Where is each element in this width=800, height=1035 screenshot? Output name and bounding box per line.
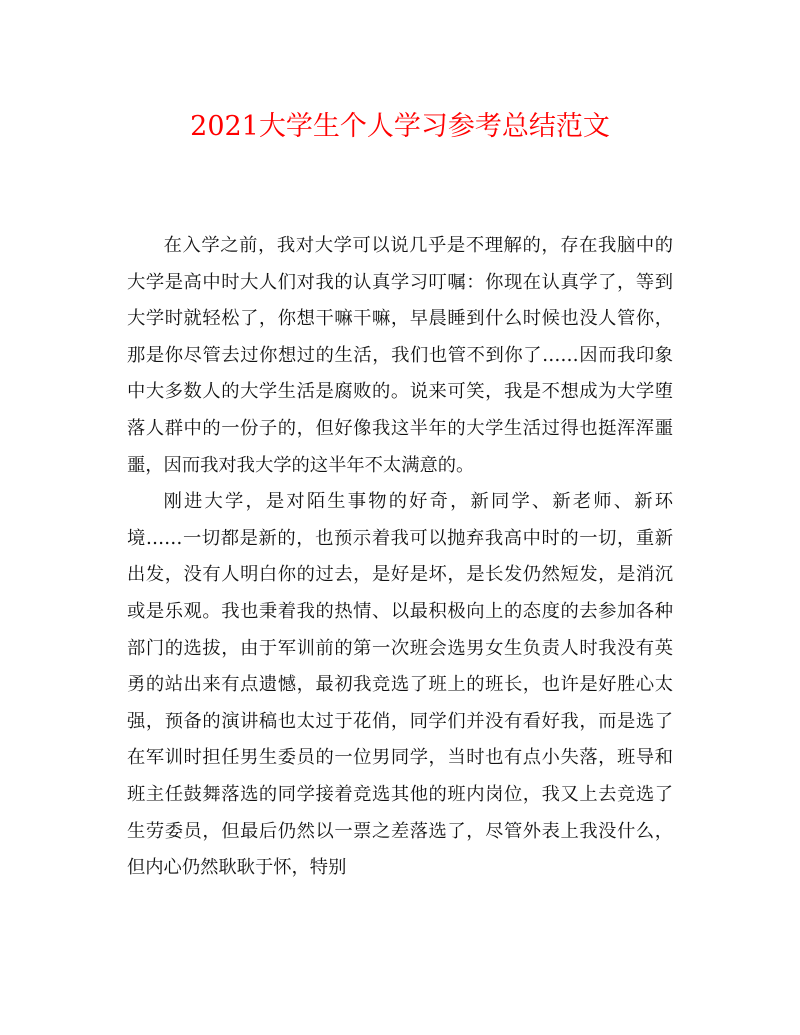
paragraph-1: 在入学之前，我对大学可以说几乎是不理解的，存在我脑中的大学是高中时大人们对我的认真学习叮嘱：你现在认真学了，等到大学时就轻松了，你想干嘛干嘛，早晨睡到什么时候也没人管你，那是你尽管去过你想过的生活，我们也管不到你了……因而我印象中大多数人的大学生活是腐败的。说来可笑，我是不想成为大学堕落人群中的一份子的，但好像我这半年的大学生活过得也挺浑浑噩噩，因而我对我大学的这半年不太满意的。 <box>127 235 673 476</box>
paragraph-2: 刚进大学，是对陌生事物的好奇，新同学、新老师、新环境……一切都是新的，也预示着我可以抛弃我高中时的一切，重新出发，没有人明白你的过去，是好是坏，是长发仍然短发，是消沉或是乐观。我也秉着我的热情、以最积极向上的态度的去参加各种部门的选拔，由于军训前的第一次班会选男女生负责人时我没有英勇的站出来有点遗憾，最初我竞选了班上的班长，也许是好胜心太强，预备的演讲稿也太过于花俏，同学们并没有看好我，而是选了在军训时担任男生委员的一位男同学，当时也有点小失落，班导和班主任鼓舞落选的同学接着竞选其他的班内岗位，我又上去竞选了生劳委员，但最后仍然以一票之差落选了，尽管外表上我没什么，但内心仍然耿耿于怀，特别 <box>127 491 673 879</box>
document-body <box>127 228 673 887</box>
document-title: 2021大学生个人学习参考总结范文 <box>190 111 610 142</box>
